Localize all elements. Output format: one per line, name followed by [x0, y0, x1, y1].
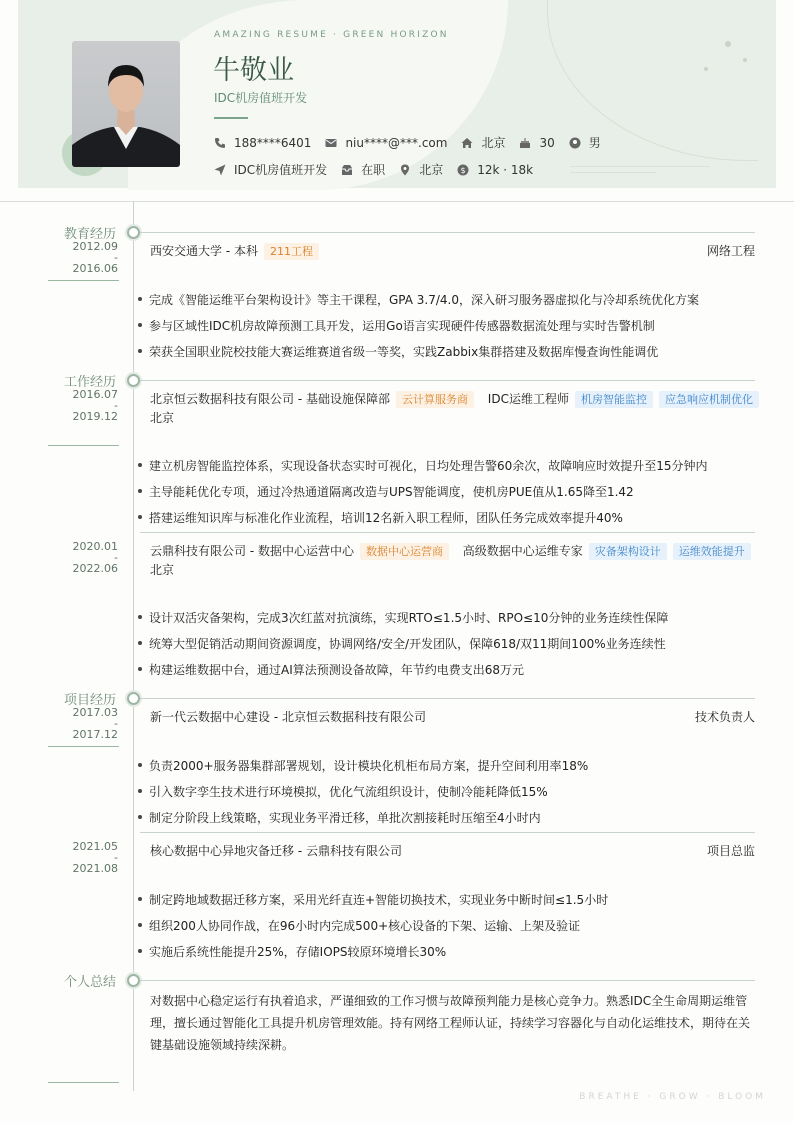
resume-tagline: AMAZING RESUME · GREEN HORIZON [214, 30, 449, 40]
date-end: 2019.12 [72, 410, 118, 423]
list-item: 实施后系统性能提升25%，存储IOPS较原环境增长30% [138, 943, 446, 960]
date-separator: - [114, 717, 118, 730]
decor-dot [704, 67, 708, 71]
section-rule [140, 698, 755, 699]
skill-tag: 应急响应机制优化 [659, 391, 759, 408]
date-separator: - [114, 399, 118, 412]
date-end: 2022.06 [72, 562, 118, 575]
date-end: 2016.06 [72, 262, 118, 275]
entry-rule [140, 532, 755, 533]
decor-line [570, 172, 656, 173]
date-underline [48, 280, 119, 281]
summary-underline [48, 1082, 119, 1083]
intent-status: 在职 [341, 161, 385, 178]
home-icon [461, 137, 473, 149]
header-divider [0, 201, 794, 202]
work-entry-header [150, 542, 755, 560]
date-underline [48, 445, 119, 446]
position: IDC运维工程师 [487, 392, 569, 406]
list-item: 搭建运维知识库与标准化作业流程，培训12名新入职工程师，团队任务完成效率提升40% [138, 509, 623, 526]
work-city: 北京 [150, 411, 175, 425]
date-underline [48, 746, 119, 747]
date-end: 2021.08 [72, 862, 118, 875]
cake-icon [519, 137, 531, 149]
contact-age: 30 [519, 136, 554, 150]
skill-tag: 运维效能提升 [673, 543, 751, 560]
decor-line [570, 166, 710, 167]
position: 高级数据中心运维专家 [462, 544, 583, 558]
section-rule [140, 380, 755, 381]
list-item: 制定分阶段上线策略，实现业务平滑迁移，单批次割接耗时压缩至4小时内 [138, 809, 541, 826]
timeline-node [127, 226, 140, 239]
company-dept: 北京恒云数据科技有限公司 - 基础设施保障部 [150, 392, 390, 406]
date-start: 2012.09 [72, 240, 118, 253]
gender-icon [569, 137, 581, 149]
education-entry-header [150, 242, 755, 260]
intent-position: IDC机房值班开发 [214, 161, 327, 178]
work-entry-header [150, 390, 755, 408]
intent-city: 北京 [399, 161, 443, 178]
project-name: 新一代云数据中心建设 - 北京恒云数据科技有限公司 [150, 710, 426, 724]
contact-email: niu****@***.com [325, 136, 447, 150]
contact-city: 北京 [461, 134, 505, 151]
skill-tag: 灾备架构设计 [589, 543, 667, 560]
contact-gender: 男 [569, 134, 601, 151]
list-item: 负责2000+服务器集群部署规划，设计模块化机柜布局方案，提升空间利用率18% [138, 757, 588, 774]
timeline-spine [133, 201, 134, 1091]
school-degree: 西安交通大学 - 本科 [150, 244, 258, 258]
phone-icon [214, 137, 226, 149]
date-start: 2021.05 [72, 840, 118, 853]
job-title: IDC机房值班开发 [214, 91, 308, 105]
project-role: 项目总监 [706, 844, 755, 858]
contact-phone: 188****6401 [214, 136, 311, 150]
company-tag: 云计算服务商 [396, 391, 474, 408]
decor-dot [725, 41, 731, 47]
timeline-node [127, 974, 140, 987]
date-separator: - [114, 851, 118, 864]
list-item: 设计双活灾备架构，完成3次红蓝对抗演练，实现RTO≤1.5小时、RPO≤10分钟的业务连续性保障 [138, 609, 668, 626]
list-item: 参与区域性IDC机房故障预测工具开发，运用Go语言实现硬件传感器数据流处理与实时告警机制 [138, 317, 655, 334]
section-rule [140, 232, 755, 233]
location-icon [399, 164, 411, 176]
decor-dot [743, 58, 747, 62]
list-item: 荣获全国职业院校技能大赛运维赛道省级一等奖，实践Zabbix集群搭建及数据库慢查询性能调优 [138, 343, 658, 360]
date-separator: - [114, 251, 118, 264]
list-item: 完成《智能运维平台架构设计》等主干课程，GPA 3.7/4.0，深入研习服务器虚拟化与冷却系统优化方案 [138, 291, 699, 308]
timeline-node [127, 374, 140, 387]
candidate-name: 牛敬业 [213, 55, 294, 86]
work-city: 北京 [150, 563, 175, 577]
section-title-summary: 个人总结 [63, 975, 116, 990]
contact-row [214, 134, 615, 151]
inbox-icon [341, 164, 353, 176]
major: 网络工程 [706, 244, 755, 258]
job-intent-row [214, 161, 547, 178]
project-entry-header [150, 842, 755, 859]
mail-icon [325, 137, 337, 149]
date-end: 2017.12 [72, 728, 118, 741]
section-rule [140, 980, 755, 981]
list-item: 构建运维数据中台，通过AI算法预测设备故障，年节约电费支出68万元 [138, 661, 524, 678]
date-start: 2016.07 [72, 388, 118, 401]
project-role: 技术负责人 [694, 710, 755, 724]
date-separator: - [114, 551, 118, 564]
project-name: 核心数据中心异地灾备迁移 - 云鼎科技有限公司 [150, 844, 402, 858]
project-entry-header [150, 708, 755, 725]
avatar [72, 41, 180, 167]
money-icon [457, 164, 469, 176]
section-title-education: 教育经历 [63, 227, 116, 242]
company-dept: 云鼎科技有限公司 - 数据中心运营中心 [150, 544, 354, 558]
list-item: 建立机房智能监控体系，实现设备状态实时可视化，日均处理告警60余次，故障响应时效提升至15分钟内 [138, 457, 708, 474]
company-tag: 数据中心运营商 [360, 543, 449, 560]
section-title-projects: 项目经历 [63, 693, 116, 708]
skill-tag: 机房智能监控 [575, 391, 653, 408]
date-start: 2020.01 [72, 540, 118, 553]
list-item: 统筹大型促销活动期间资源调度，协调网络/安全/开发团队，保障618/双11期间100%业务连续性 [138, 635, 666, 652]
list-item: 制定跨地域数据迁移方案，采用光纤直连+智能切换技术，实现业务中断时间≤1.5小时 [138, 891, 608, 908]
list-item: 引入数字孪生技术进行环境模拟，优化气流组织设计，使制冷能耗降低15% [138, 783, 548, 800]
svg-text:$: $ [460, 165, 466, 175]
footer-watermark: BREATHE · GROW · BLOOM [579, 1092, 766, 1102]
list-item: 主导能耗优化专项，通过冷热通道隔离改造与UPS智能调度，使机房PUE值从1.65降至1.42 [138, 483, 634, 500]
entry-rule [140, 832, 755, 833]
date-start: 2017.03 [72, 706, 118, 719]
title-underline [214, 117, 248, 119]
send-icon [214, 164, 226, 176]
school-tag: 211工程 [264, 243, 319, 260]
list-item: 组织200人协同作战，在96小时内完成500+核心设备的下架、运输、上架及验证 [138, 917, 580, 934]
intent-salary: $ 12k · 18k [457, 163, 533, 177]
summary-text: 对数据中心稳定运行有执着追求，严谨细致的工作习惯与故障预判能力是核心竞争力。熟悉IDC全生命周期运维管理，擅长通过智能化工具提升机房管理效能。持有网络工程师认证，持续学习容器化与自动化运维技术，期待在关键基础设施领域持续深耕。 [150, 994, 751, 1052]
timeline-node [127, 692, 140, 705]
section-title-work: 工作经历 [63, 375, 116, 390]
